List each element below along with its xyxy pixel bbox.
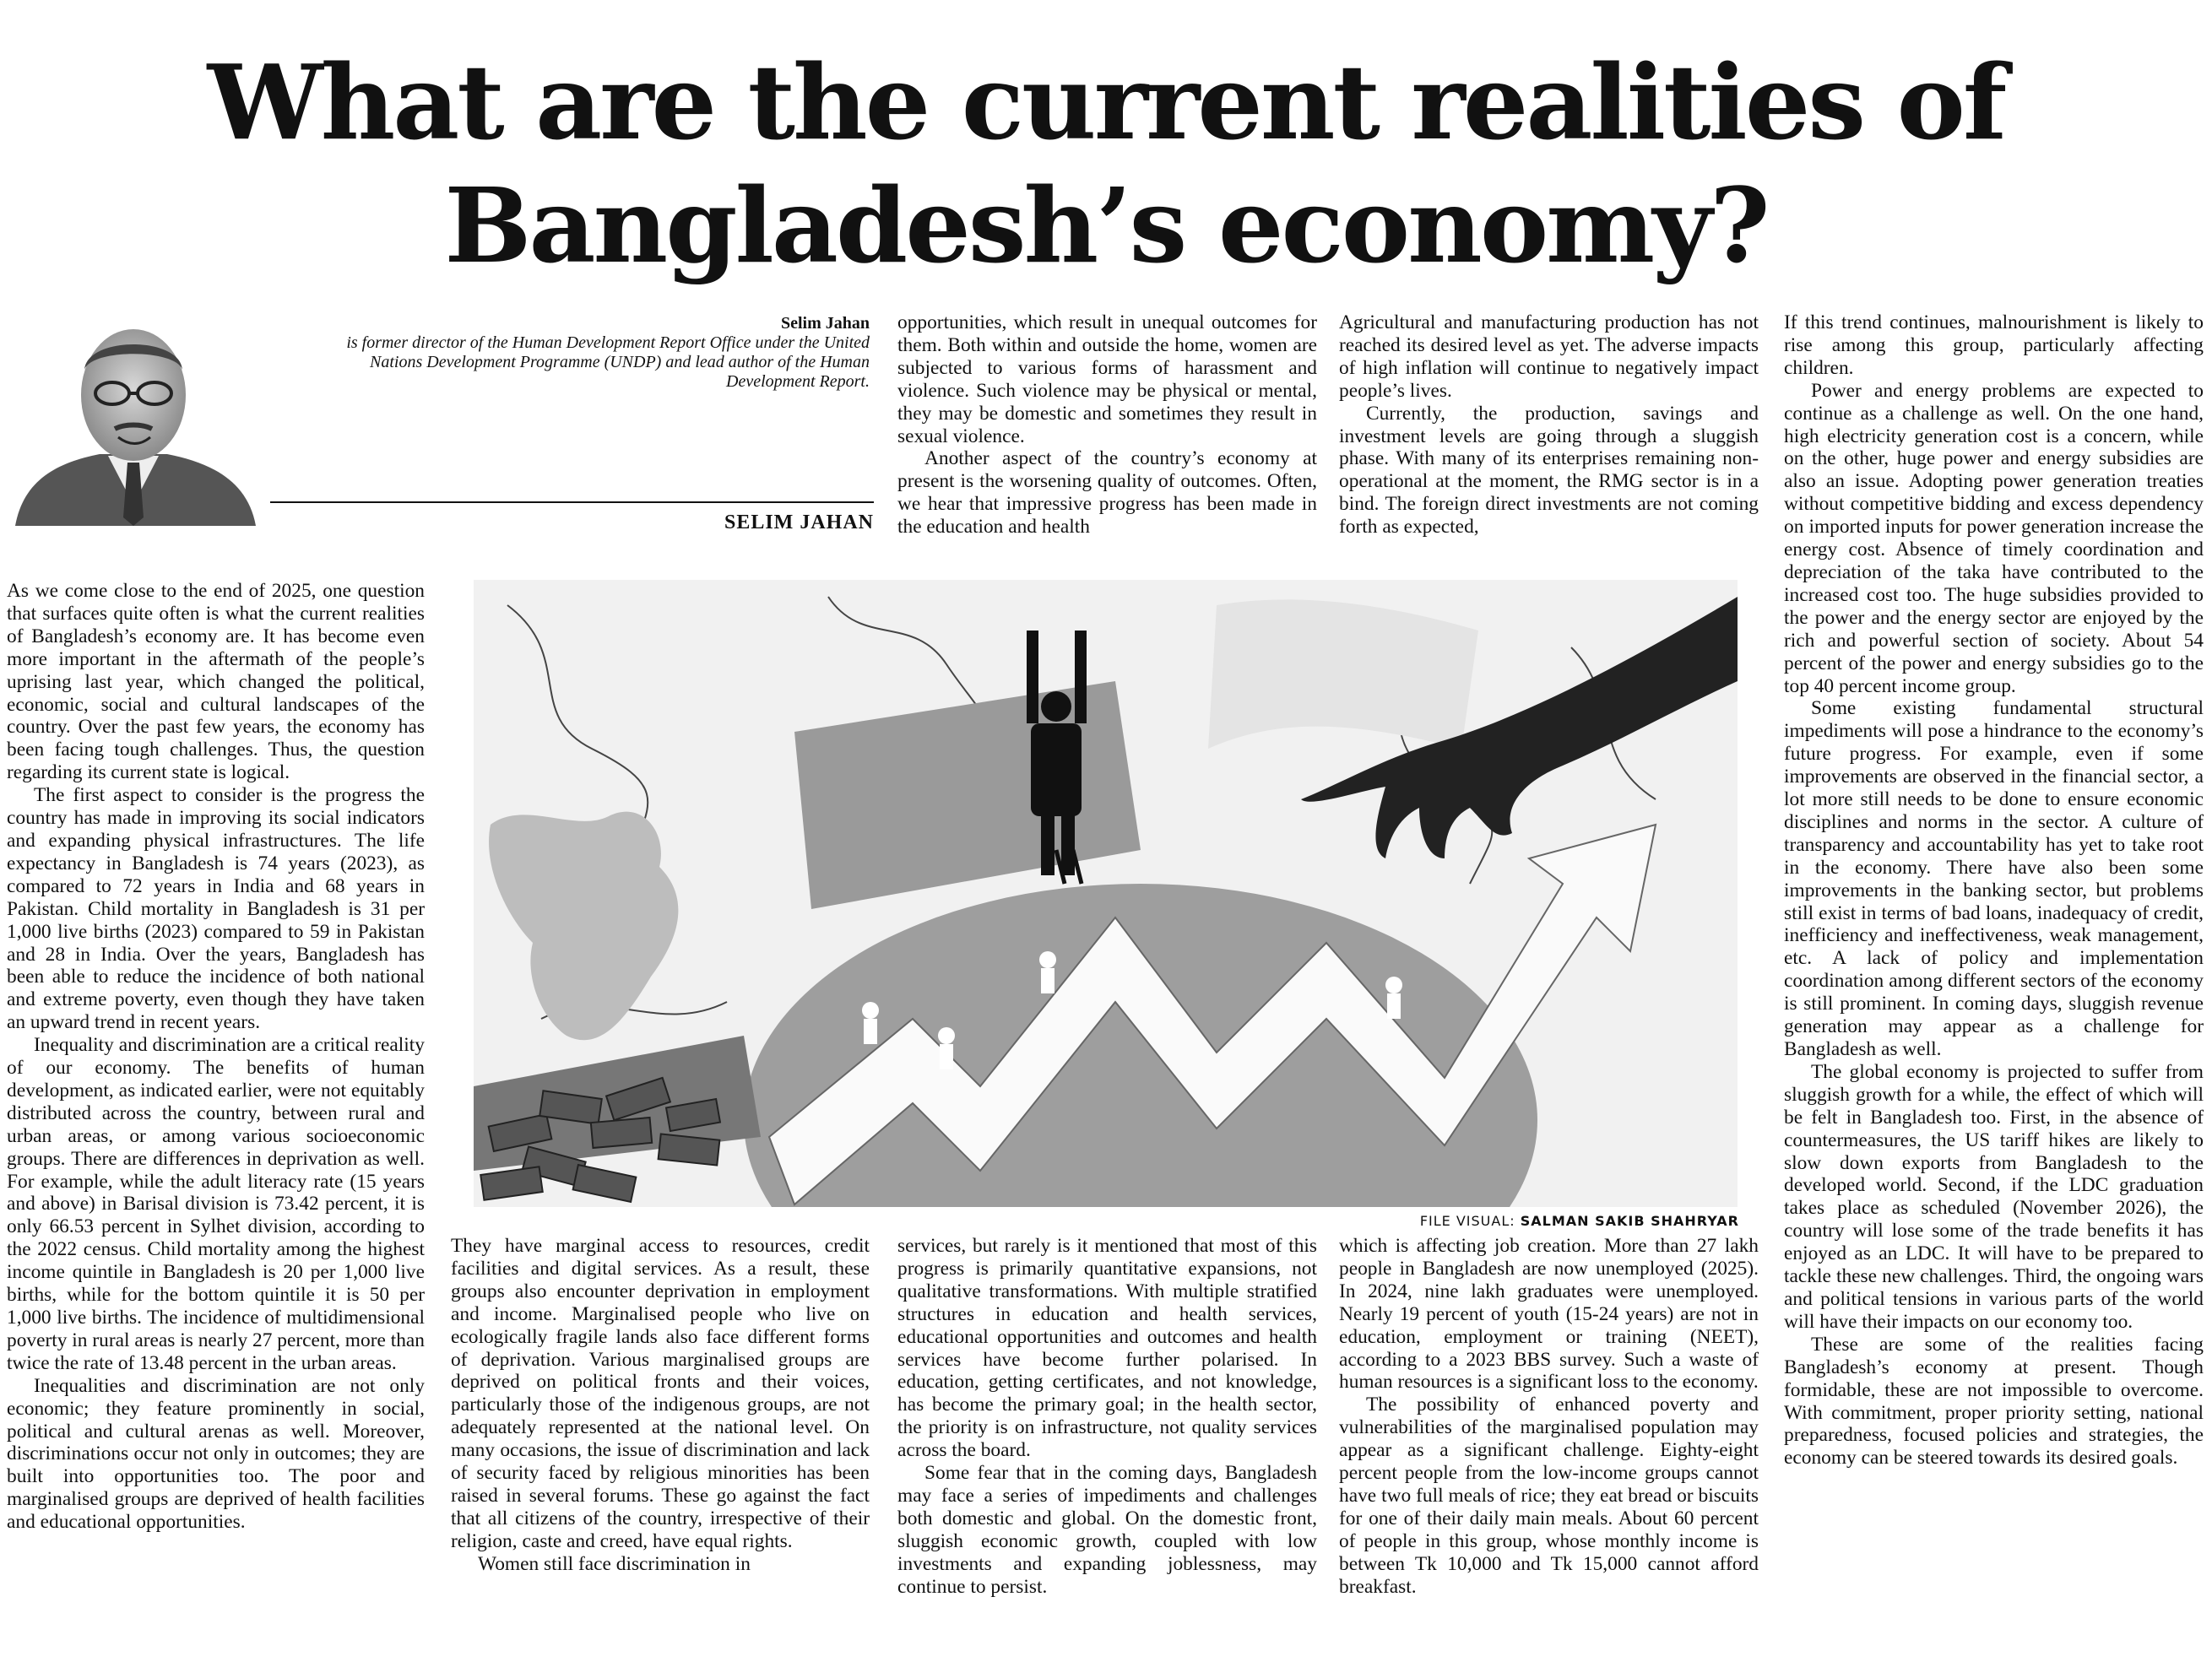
- headline-line-2: Bangladesh’s economy?: [444, 165, 1768, 286]
- torn-paper-shape-2: [1208, 599, 1478, 749]
- paragraph: Inequality and discrimination are a critical reality of our economy. The benefits of human development, as indicated earlier, were not equitably distributed across the country, between rural and urban areas, or among various socioeconomic groups. There are differences in deprivation as well. For example, while the adult literacy rate (15 years and above) in Barisal division is 73.42 percent, it is only 66.53 percent in Sylhet division, according to the 2022 census. Child mortality among the highest income quintile in Bangladesh is 20 per 1,000 live births, while for the bottom quintile it is 50 per 1,000 live births. The incidence of multidimensional poverty in rural areas is nearly 27 percent, more than twice the rate of 13.48 percent in the urban areas.: [7, 1034, 425, 1374]
- paragraph: As we come close to the end of 2025, one question that surfaces quite often is what the current realities of Bangladesh’s economy are. It has become even more important in the aftermath of the people’s uprising last year, which changed the political, economic, social and cultural landscapes of the country. Over the past few years, the economy has been facing tough challenges. Thus, the question regarding its current state is logical.: [7, 580, 425, 784]
- paragraph: Currently, the production, savings and investment levels are going through a sluggish phase. With many of its enterprises remaining non-operational at the moment, the RMG sector is in a bind. The foreign direct investments are not coming forth as expected,: [1339, 402, 1759, 539]
- paragraph: They have marginal access to resources, credit facilities and digital services. As a result, these groups also encounter deprivation in employment and income. Marginalised people who live on ecologically fragile lands also face different forms of deprivation. Various marginalised groups are deprived on political fronts and their voices, particularly those of the indigenous groups, are not adequately represented at the national level. On many occasions, the issue of discrimination and lack of security faced by religious minorities has been raised in several forums. These go against the fact that all citizens of the country, irrespective of their religion, caste and creed, have equal rights.: [451, 1235, 870, 1552]
- article-column-4-top: [1339, 311, 1759, 539]
- article-column-3-top: [897, 311, 1317, 539]
- visual-credit-name: SALMAN SAKIB SHAHRYAR: [1520, 1213, 1739, 1229]
- paragraph: If this trend continues, malnourishment is likely to rise among this group, particularly affecting children.: [1784, 311, 2204, 379]
- author-name: Selim Jahan: [780, 314, 870, 333]
- author-credit: [329, 314, 870, 392]
- visual-credit-label: FILE VISUAL:: [1419, 1213, 1515, 1229]
- paragraph: Inequalities and discrimination are not only economic; they feature prominently in social, political and cultural arenas as well. Moreover, discriminations occur not only in outcomes; they are built into opportunities too. The poor and marginalised groups are deprived of health facilities and educational opportunities.: [7, 1374, 425, 1534]
- article-column-2: [451, 1235, 870, 1576]
- paragraph: Power and energy problems are expected to continue as a challenge as well. On the one hand, high electricity generation cost is a concern, while on the other, huge power and energy subsidies are also an issue. Adopting power generation treaties without competitive bidding and excess dependency on imported inputs for power generation increase the energy cost. Absence of timely coordination and depreciation of the taka have contributed to the increased cost too. The huge subsidies provided to the power and the energy sector are enjoyed by the rich and powerful section of society. About 54 percent of the power and energy subsidies go to the top 40 percent income group.: [1784, 379, 2204, 697]
- article-illustration: [474, 580, 1738, 1207]
- author-byline: SELIM JAHAN: [270, 501, 874, 534]
- paragraph: The global economy is projected to suffer from sluggish growth for a while, the effect of which will be felt in Bangladesh too. First, in the absence of countermeasures, the US tariff hikes are likely to slow down exports from Bangladesh to the developed world. Second, if the LDC graduation takes place as scheduled (November 2026), the country will lose some of the trade benefits it has enjoyed as an LDC. It will have to be prepared to tackle these new challenges. Third, the ongoing wars and political tensions in various parts of the world will have their impacts on our economy too.: [1784, 1060, 2204, 1333]
- paragraph: Another aspect of the country’s economy at present is the worsening quality of outcomes. Often, we hear that impressive progress has been made in the education and health: [897, 447, 1317, 539]
- paragraph: Some existing fundamental structural impediments will pose a hindrance to the economy’s future progress. For example, even if some improvements are observed in the financial sector, a lot more still needs to be done to ensure economic disciplines and norms in the sector. A culture of transparency and accountability has yet to take root in the economy. There have also been some improvements in the banking sector, but problems still exist in terms of bad loans, inadequacy of credit, inefficiency and ineffectiveness, weak management, etc. A lack of policy and implementation coordination among different sectors of the economy is still prominent. In coming days, sluggish revenue generation may appear as a challenge for Bangladesh as well.: [1784, 697, 2204, 1060]
- paragraph: Some fear that in the coming days, Bangladesh may face a series of impediments and challenges both domestic and global. On the domestic front, sluggish economic growth, coupled with low investments and expanding joblessness, may continue to persist.: [897, 1462, 1317, 1598]
- headline: [0, 41, 2212, 287]
- paragraph: Women still face discrimination in: [478, 1552, 751, 1575]
- paragraph: services, but rarely is it mentioned that most of this progress is primarily quantitative expansions, not qualitative transformations. With multiple stratified structures in education and health services, educational opportunities and outcomes and health services have become further polarised. In education, getting certificates, and not knowledge, has become the primary goal; in the health sector, the priority is on infrastructure, not quality services across the board.: [897, 1235, 1317, 1462]
- paragraph: The possibility of enhanced poverty and vulnerabilities of the marginalised population may appear as a significant challenge. Eighty-eight percent people from the low-income groups cannot have two full meals of rice; they eat bread or biscuits for one of their daily main meals. About 60 percent of people in this group, whose monthly income is between Tk 10,000 and Tk 15,000 cannot afford breakfast.: [1339, 1394, 1759, 1598]
- author-bio: is former director of the Human Development Report Office under the United Nations Development Programme (UNDP) and lead author of the Human Development Report.: [346, 333, 870, 391]
- paragraph: Agricultural and manufacturing production has not reached its desired level as yet. The adverse impacts of high inflation will continue to negatively impact people’s lives.: [1339, 311, 1759, 402]
- article-column-4-bottom: [1339, 1235, 1759, 1599]
- article-column-1: [7, 580, 425, 1534]
- headline-line-1: What are the current realities of: [207, 41, 2005, 163]
- article-column-5: [1784, 311, 2204, 1470]
- paragraph: These are some of the realities facing Bangladesh’s economy at present. Though formidable, these are not impossible to overcome. With commitment, proper priority setting, national preparedness, focused policies and strategies, the economy can be steered towards its desired goals.: [1784, 1333, 2204, 1470]
- author-portrait: [7, 311, 260, 526]
- paragraph: which is affecting job creation. More than 27 lakh people in Bangladesh are now unemployed (2025). In 2024, nine lakh graduates were unemployed. Nearly 19 percent of youth (15-24 years) are not in education, employment or training (NEET), according to a 2023 BBS survey. Such a waste of human resources is a significant loss to the economy.: [1339, 1235, 1759, 1394]
- paragraph: The first aspect to consider is the progress the country has made in improving its social indicators and expanding physical infrastructures. The life expectancy in Bangladesh is 74 years (2023), as compared to 72 years in India and 68 years in Pakistan. Child mortality in Bangladesh is 31 per 1,000 live births (2023) compared to 59 in Pakistan and 28 in India. Over the years, Bangladesh has been able to reduce the incidence of both national and extreme poverty, even though they have taken an upward trend in recent years.: [7, 784, 425, 1034]
- visual-credit: [1224, 1213, 1739, 1229]
- article-column-3-bottom: [897, 1235, 1317, 1599]
- paragraph: opportunities, which result in unequal outcomes for them. Both within and outside the home, women are subjected to various forms of harassment and violence. Such violence may be physical or mental, they may be domestic and sometimes they result in sexual violence.: [897, 311, 1317, 447]
